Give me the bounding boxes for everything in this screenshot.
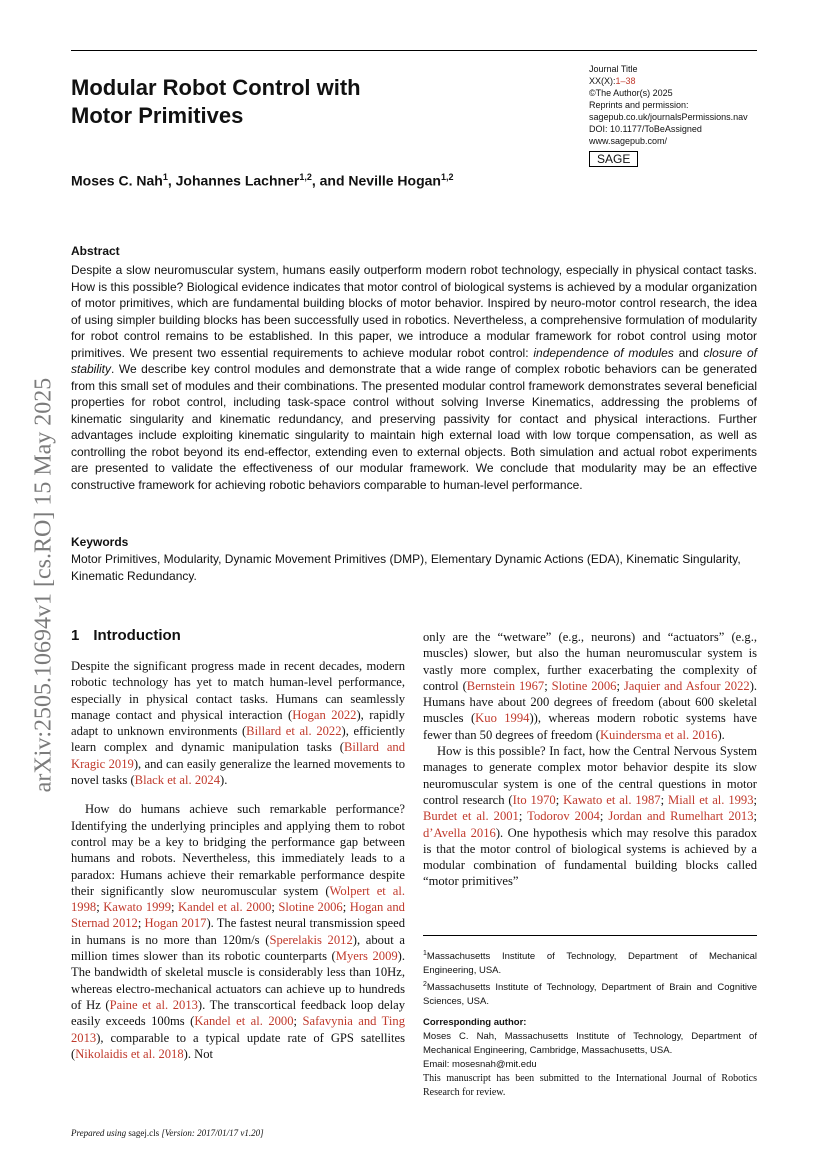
body-text: ). Humans have about 200 degrees of freedom (about 600 skeletal muscles (: [423, 678, 758, 726]
submission-note: This manuscript has been submitted to the International Journal of Robotics Research for review.: [423, 1073, 757, 1099]
citation-link[interactable]: Nikolaidis et al. 2018: [75, 1046, 184, 1061]
citation-link[interactable]: Billard et al. 2022: [246, 724, 342, 739]
citation-link[interactable]: Black et al. 2024: [134, 773, 221, 788]
citation-link[interactable]: Kandel et al. 2000: [194, 1014, 294, 1029]
volume-label: XX(X):: [589, 76, 616, 86]
body-text: ).: [717, 727, 725, 742]
body-text: ), and can easily generalize the learned movements to novel tasks (: [71, 756, 405, 788]
citation-link[interactable]: Kandel et al. 2000: [178, 900, 272, 915]
footnote-text: Massachusetts Institute of Technology, Department of Brain and Cognitive Sciences, USA.: [423, 982, 757, 1008]
column-right: [423, 629, 757, 890]
footnote-2: [423, 978, 757, 1009]
journal-title: Journal Title: [589, 64, 638, 74]
sage-logo: SAGE: [589, 151, 638, 167]
citation-link[interactable]: Slotine 2006: [278, 900, 343, 915]
body-text: ;: [599, 809, 609, 824]
body-text: ;: [137, 916, 145, 931]
citation-link[interactable]: Todorov 2004: [527, 809, 600, 824]
corresponding-author-email[interactable]: Email: mosesnah@mit.edu: [423, 1059, 537, 1071]
citation-link[interactable]: Kawato et al. 1987: [563, 792, 661, 807]
citation-link[interactable]: Ito 1970: [512, 792, 556, 807]
body-text: ;: [660, 792, 668, 807]
body-text: ;: [271, 900, 279, 915]
body-text: ;: [171, 900, 179, 915]
footer-text: Prepared using: [71, 1128, 129, 1138]
paragraph: [71, 658, 405, 788]
body-text: ;: [518, 809, 528, 824]
section-heading-introduction: [71, 627, 181, 644]
body-text: ;: [544, 678, 552, 693]
body-text: ), about a million times slower than its robotic counterparts (: [71, 932, 405, 964]
affiliation-mark: 1,2: [440, 172, 454, 182]
website[interactable]: www.sagepub.com/: [589, 136, 668, 146]
citation-link[interactable]: Hogan 2017: [144, 916, 207, 931]
page-range[interactable]: 1–38: [615, 76, 636, 86]
prepared-using-footer: [71, 1128, 264, 1138]
citation-link[interactable]: Billard and Kragic 2019: [71, 740, 406, 771]
abstract-emphasis: independence of modules: [533, 345, 674, 360]
abstract-text: and: [673, 345, 704, 360]
citation-link[interactable]: Burdet et al. 2001: [423, 809, 519, 824]
citation-link[interactable]: Slotine 2006: [551, 678, 617, 693]
footnote-mark: 2: [423, 981, 427, 989]
citation-link[interactable]: Bernstein 1967: [466, 678, 545, 693]
section-number: 1: [71, 627, 80, 644]
body-text: ;: [753, 809, 758, 824]
paper-title: [71, 74, 491, 130]
author-2: , Johannes Lachner: [167, 172, 300, 189]
body-text: ;: [96, 900, 104, 915]
author-3: , and Neville Hogan: [311, 172, 441, 189]
paragraph: [423, 629, 757, 743]
citation-link[interactable]: Miall et al. 1993: [668, 792, 754, 807]
citation-link[interactable]: Sperelakis 2012: [269, 932, 353, 947]
class-file-name: sagej.cls: [128, 1128, 160, 1138]
body-text: ). The transcortical feedback loop delay easily exceeds 100ms (: [71, 997, 405, 1029]
paragraph: [71, 801, 405, 1062]
citation-link[interactable]: Kuindersma et al. 2016: [599, 727, 718, 742]
abstract-heading: Abstract: [71, 244, 120, 258]
body-text: ;: [555, 792, 564, 807]
abstract-text: Despite a slow neuromuscular system, humans easily outperform modern robot technology, especially in physical contact tasks. How is this possible? Biological evidence indicates that motor control of biological systems is achieved by a modular organization of motor primitives, which are fundamental building blocks of motor behavior. Inspired by neuro-motor control research, the idea of using simpler building blocks has been successfully used in robotics. Nevertheless, a comprehensive formulation of modularity for robot control remains to be established. In this paper, we introduce a modular framework for robot control using motor primitives. We present two essential requirements to achieve modular robot control:: [71, 263, 757, 360]
body-text: How is this possible? In fact, how the Central Nervous System manages to generate complex motor behavior despite its slow neuromuscular system is one of the central questions in motor control research (: [423, 744, 757, 807]
body-text: ;: [753, 792, 758, 807]
affiliation-mark: 1: [162, 172, 168, 182]
citation-link[interactable]: Paine et al. 2013: [109, 997, 198, 1012]
reprints-label: Reprints and permission:: [589, 100, 689, 110]
section-title: Introduction: [93, 627, 181, 644]
footer-version: [Version: 2017/01/17 v1.20]: [159, 1128, 264, 1138]
footnote-text: Massachusetts Institute of Technology, Department of Mechanical Engineering, USA.: [423, 951, 757, 977]
corresponding-author-heading: Corresponding author:: [423, 1017, 527, 1029]
copyright: ©The Author(s) 2025: [589, 88, 673, 98]
abstract-text: . We describe key control modules and demonstrate that a wide range of complex robotic behaviors can be generated from this small set of modules and their combinations. The presented modular control framework demonstrates several beneficial properties for robot control, including task-space control without solving Inverse Kinematics, addressing the problems of kinematic singularity and kinematic redundancy, and preserving passivity for contact and physical interactions. Further advantages include exploiting kinematic singularity to maintain high external load with low torque compensation, as well as controlling the robot beyond its end-effector, extending even to external objects. Both simulation and actual robot experiments are presented to validate the effectiveness of our modular framework. We conclude that modularity may be an effective constructive framework for achieving robotic behaviors comparable to human-level performance.: [71, 362, 757, 492]
abstract-body: [71, 262, 757, 493]
affiliation-mark: 1,2: [299, 172, 312, 182]
paragraph: [423, 743, 757, 890]
citation-link[interactable]: Hogan 2022: [292, 707, 357, 722]
body-text: ), efficiently learn complex and dynamic manipulation tasks (: [71, 724, 405, 755]
body-text: only are the “wetware” (e.g., neurons) and “actuators” (e.g., muscles) slower, but also the human neuromuscular system is vastly more complex, further exacerbating the complexity of control (: [423, 630, 757, 693]
body-text: ;: [293, 1014, 303, 1029]
corresponding-author-text: Moses C. Nah, Massachusetts Institute of Technology, Department of Mechanical Engineering, Cambridge, Massachusetts, USA.: [423, 1031, 757, 1057]
body-text: ). Not: [183, 1046, 214, 1061]
body-text: ;: [342, 900, 350, 915]
footnote-1: [423, 947, 757, 978]
journal-info: [589, 63, 789, 167]
doi[interactable]: DOI: 10.1177/ToBeAssigned: [589, 124, 702, 134]
citation-link[interactable]: Myers 2009: [335, 949, 398, 964]
citation-link[interactable]: Wolpert et al. 1998: [71, 883, 405, 915]
citation-link[interactable]: Jaquier and Asfour 2022: [623, 678, 750, 693]
keywords-heading: Keywords: [71, 535, 129, 549]
title-line-1: Modular Robot Control with: [71, 75, 361, 100]
footnote-rule: [423, 935, 757, 936]
body-text: )), whereas modern robotic systems have fewer than 50 degrees of freedom (: [423, 711, 758, 742]
title-line-2: Motor Primitives: [71, 103, 244, 128]
column-left: [71, 658, 405, 1062]
citation-link[interactable]: d’Avella 2016: [423, 825, 496, 840]
journal-volume: [589, 75, 789, 87]
body-text: ). The bandwidth of skeletal muscle is considerably less than 10Hz, whereas electro-mechanical actuators can achieve up to hundreds of Hz (: [71, 949, 406, 1012]
citation-link[interactable]: Hogan and Sternad 2012: [71, 900, 405, 931]
body-text: How do humans achieve such remarkable performance? Identifying the underlying principles and applying them to robot control may be a key to bridging the performance gap between humans and robots. Nevertheless, this immediately leads to a paradox: Humans achieve their remarkable performance despite their significantly slow neuromuscular system (: [71, 802, 405, 898]
reprints-url[interactable]: sagepub.co.uk/journalsPermissions.nav: [589, 112, 748, 122]
footnotes: [423, 947, 757, 1100]
citation-link[interactable]: Kuo 1994: [475, 711, 530, 726]
body-text: ;: [616, 678, 624, 693]
body-text: ), rapidly adapt to unknown environments (: [71, 707, 405, 739]
body-text: Despite the significant progress made in recent decades, modern robotic technology has yet to match human-level performance, especially in physical contact tasks. Humans can seamlessly manage contact and physical interaction (: [71, 659, 405, 722]
body-text: ). One hypothesis which may resolve this paradox is that the motor control of biological systems is achieved by a modular combination of fundamental building blocks called “motor primitives”: [423, 825, 757, 889]
author-1: Moses C. Nah: [71, 172, 163, 189]
abstract-emphasis: closure of stability: [71, 345, 757, 376]
body-text: ), comparable to a typical update rate of GPS satellites (: [71, 1030, 405, 1061]
body-text: ).: [220, 773, 228, 788]
keywords-body: Motor Primitives, Modularity, Dynamic Movement Primitives (DMP), Elementary Dynamic Actions (EDA), Kinematic Singularity, Kinematic Redundancy.: [71, 552, 741, 583]
body-text: ). The fastest neural transmission speed in humans is no more than 120m/s (: [71, 916, 405, 947]
footnote-mark: 1: [423, 950, 427, 957]
citation-link[interactable]: Jordan and Rumelhart 2013: [608, 809, 754, 824]
arxiv-stamp: arXiv:2505.10694v1 [cs.RO] 15 May 2025: [30, 377, 57, 793]
header-rule: [71, 50, 757, 51]
author-list: [71, 172, 453, 189]
citation-link[interactable]: Kawato 1999: [103, 900, 172, 915]
citation-link[interactable]: Safavynia and Ting 2013: [71, 1014, 405, 1045]
